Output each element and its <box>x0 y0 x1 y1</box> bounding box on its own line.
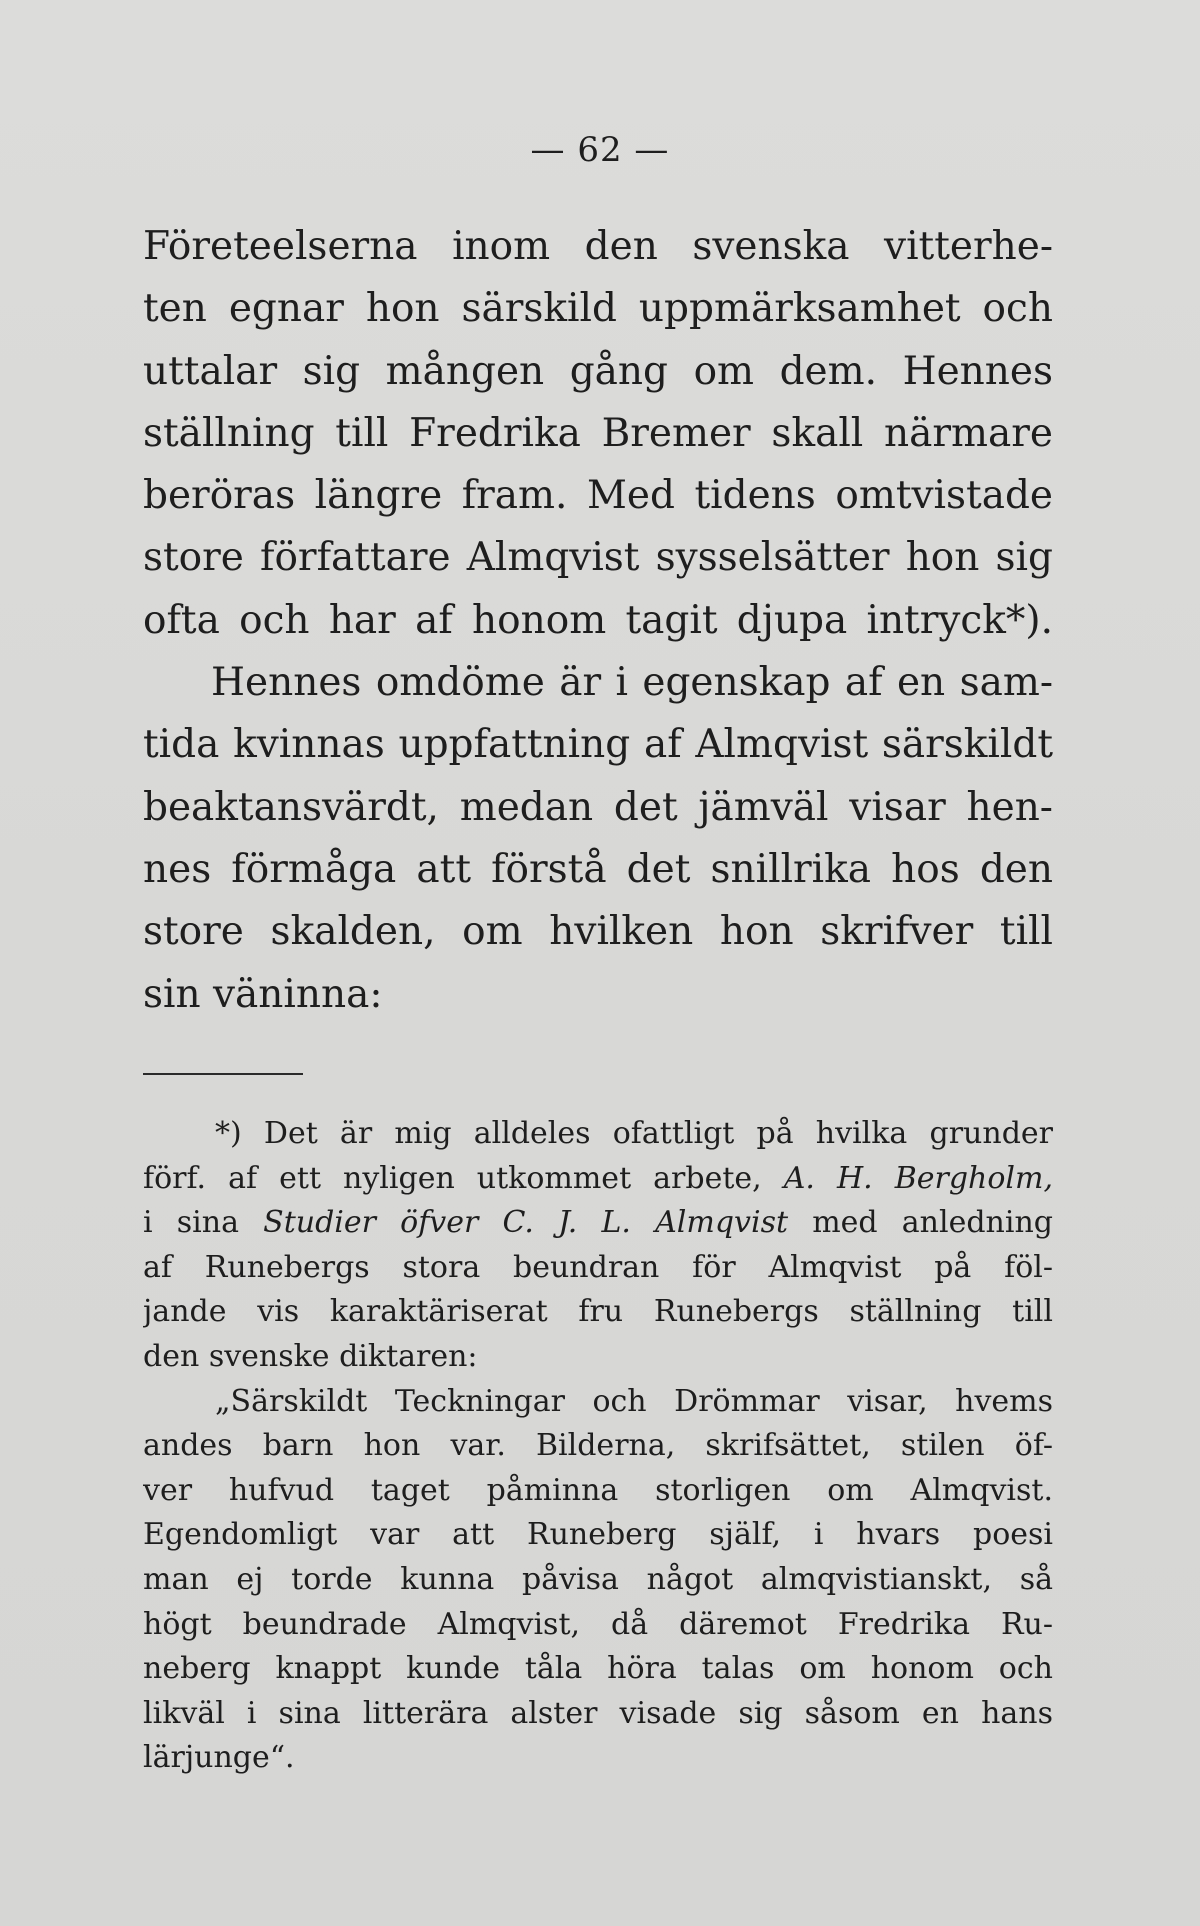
text-line: Hennes omdöme är i egenskap af en sam- <box>211 660 1053 706</box>
footnote-divider <box>143 1073 303 1075</box>
footnote-text: förf. af ett nyligen utkommet arbete, <box>143 1160 762 1196</box>
text-line: Företeelserna inom den svenska vitterhe- <box>143 224 1053 269</box>
page-number: — 62 — <box>530 130 670 170</box>
text-line: uttalar sig mången gång om dem. Hennes <box>143 348 1053 394</box>
text-line: ten egnar hon särskild uppmärksamhet och <box>143 286 1053 332</box>
text-line: beröras längre fram. Med tidens omtvistade <box>143 473 1053 519</box>
text-line: beaktansvärdt, medan det jämväl visar hen- <box>143 784 1053 830</box>
footnote-line <box>143 1201 1053 1246</box>
quote-line: „Särskildt Teckningar och Drömmar visar, hvems <box>215 1383 1053 1419</box>
quote-line: man ej torde kunna påvisa något almqvistianskt, så <box>143 1561 1053 1597</box>
text-line: tida kvinnas uppfattning af Almqvist särskildt <box>143 722 1053 768</box>
quote-line: andes barn hon var. Bilderna, skrifsättet, stilen öf- <box>143 1428 1053 1464</box>
footnote-line: den svenske diktaren: <box>143 1338 478 1374</box>
text-line: ofta och har af honom tagit djupa intryck*). <box>143 597 1053 643</box>
quote-line: likväl i sina litterära alster visade sig såsom en hans <box>143 1695 1053 1731</box>
footnote <box>143 1112 1053 1781</box>
text-line: store skalden, om hvilken hon skrifver till <box>143 909 1053 955</box>
text-line: sin väninna: <box>143 971 383 1017</box>
footnote-text: med anledning <box>812 1205 1053 1241</box>
quote-line: lärjunge“. <box>143 1740 295 1776</box>
quote-line: ver hufvud taget påminna storligen om Almqvist. <box>143 1472 1053 1508</box>
quote-line: Egendomligt var att Runeberg själf, i hvars poesi <box>143 1517 1053 1553</box>
footnote-line: af Runebergs stora beundran för Almqvist på föl- <box>143 1249 1053 1285</box>
main-text <box>143 216 1053 1026</box>
footnote-author: A. H. Bergholm, <box>783 1160 1053 1196</box>
text-line: store författare Almqvist sysselsätter hon sig <box>143 535 1053 581</box>
footnote-line: jande vis karaktäriserat fru Runebergs ställning till <box>143 1294 1053 1330</box>
text-line: nes förmåga att förstå det snillrika hos den <box>143 846 1053 892</box>
footnote-line: *) Det är mig alldeles ofattligt på hvilka grunder <box>215 1116 1053 1151</box>
quote-line: neberg knappt kunde tåla höra talas om honom och <box>143 1651 1053 1687</box>
footnote-book-title: Studier öfver C. J. L. Almqvist <box>263 1205 789 1241</box>
footnote-line <box>143 1157 1053 1202</box>
footnote-text: i sina <box>143 1205 239 1241</box>
quote-line: högt beundrade Almqvist, då däremot Fredrika Ru- <box>143 1606 1053 1642</box>
text-line: ställning till Fredrika Bremer skall närmare <box>143 410 1053 456</box>
